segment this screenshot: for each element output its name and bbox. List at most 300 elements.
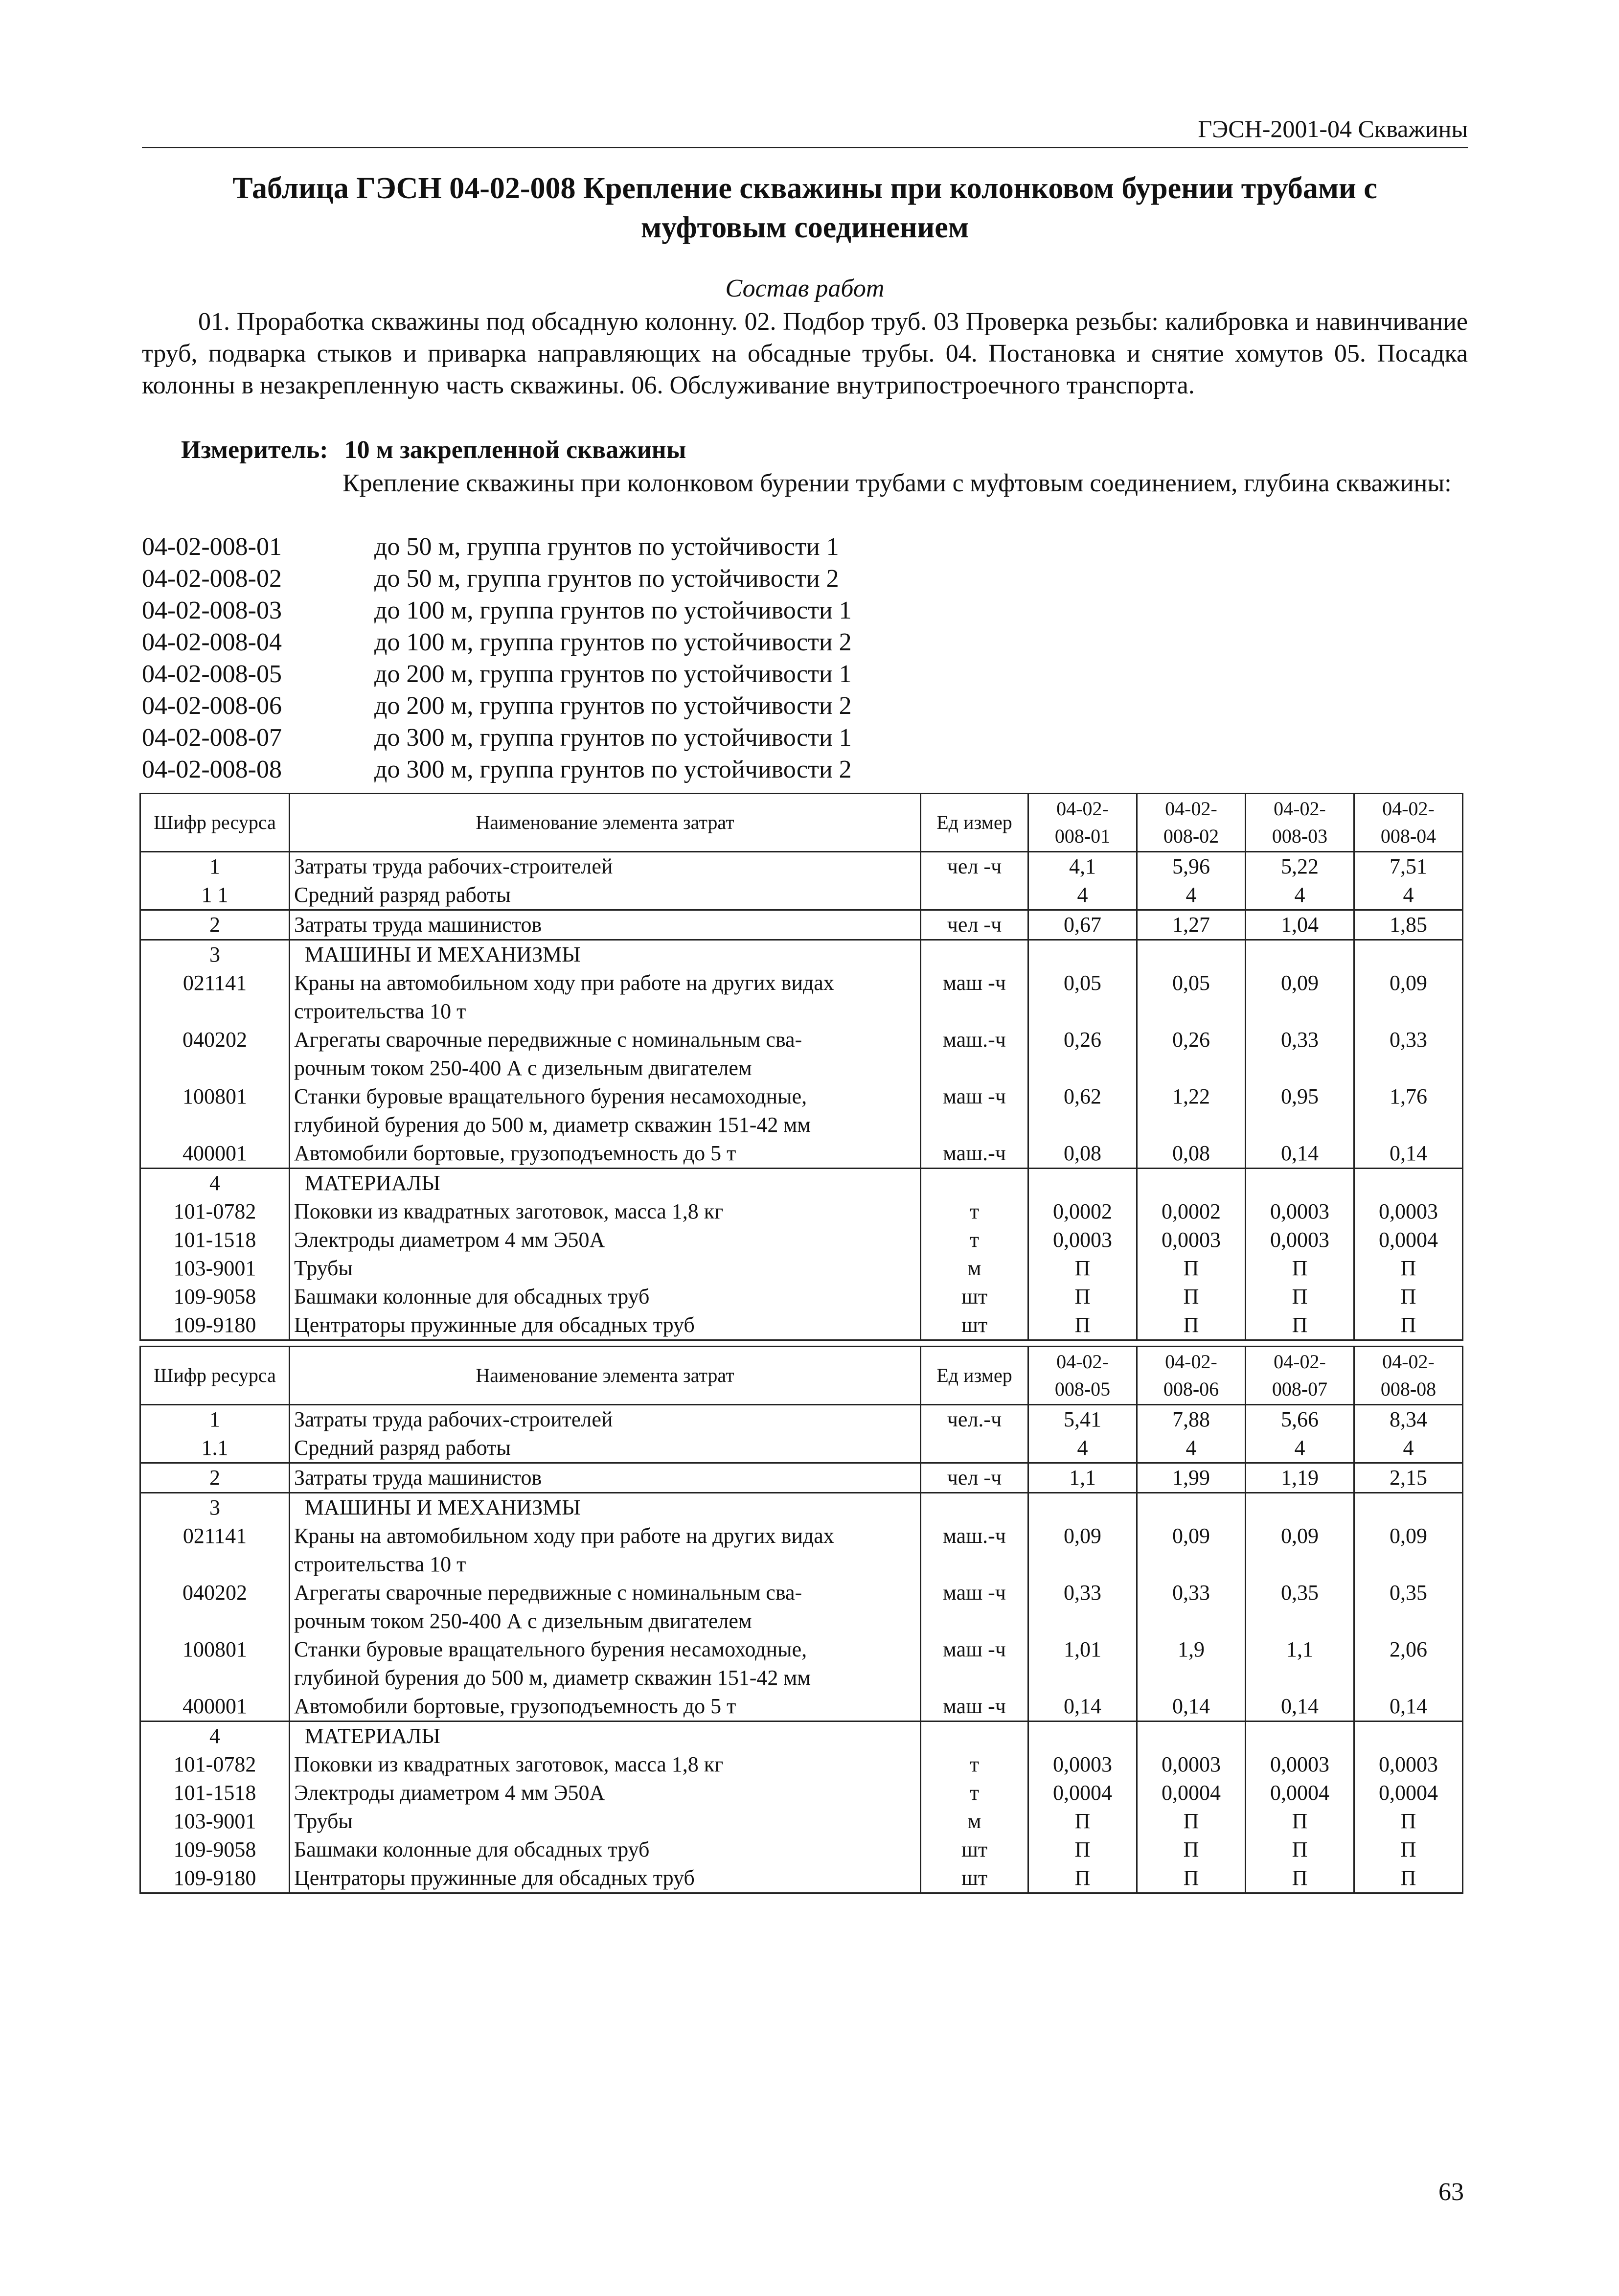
row-code: 400001 [140,1692,290,1722]
row-value: П [1246,1807,1354,1836]
row-value: 1,1 [1246,1635,1354,1692]
row-unit: т [921,1750,1028,1779]
table-row [140,1254,1463,1283]
code-row [142,658,1468,690]
header-text: ГЭСН-2001-04 Скважины [1198,115,1468,142]
row-name-line: Агрегаты сварочные передвижные с номинальным сва- [294,1028,802,1052]
resource-table-1 [139,793,1463,1341]
row-name-line: Башмаки колонные для обсадных труб [294,1837,650,1861]
row-value: 0,14 [1354,1139,1463,1169]
row-value: 0,0003 [1246,1750,1354,1779]
row-code: 040202 [140,1579,290,1635]
row-name-line: МАШИНЫ И МЕХАНИЗМЫ [305,942,581,966]
row-name-line: Станки буровые вращательного бурения несамоходные, [294,1084,807,1108]
row-name [290,852,921,881]
row-value: П [1354,1807,1463,1836]
row-name-line: Центраторы пружинные для обсадных труб [294,1866,695,1890]
row-value: 1,19 [1246,1463,1354,1493]
header-norm-code-line: 04-02- [1382,1351,1435,1373]
row-value: 4 [1246,1434,1354,1463]
table-row [140,1493,1463,1522]
header-norm-code [1028,1347,1137,1405]
title-line-1: Таблица ГЭСН 04-02-008 Крепление скважины при колонковом бурении трубами с [232,172,1377,205]
row-value: П [1137,1283,1246,1311]
row-name [290,1779,921,1807]
row-value: 1,9 [1137,1635,1246,1692]
row-value: П [1137,1836,1246,1864]
row-name [290,910,921,940]
row-name-line: Центраторы пружинные для обсадных труб [294,1313,695,1337]
row-unit [921,1169,1028,1198]
row-unit: шт [921,1836,1028,1864]
row-value: 0,08 [1137,1139,1246,1169]
row-value: П [1354,1864,1463,1893]
code-id: 04-02-008-01 [142,533,282,561]
row-value: 0,14 [1137,1692,1246,1722]
row-value: 0,09 [1246,1522,1354,1579]
header-norm-code-line: 008-03 [1272,825,1328,847]
row-value: П [1137,1311,1246,1340]
table-row [140,1226,1463,1254]
table-row [140,969,1463,1026]
row-unit [921,1722,1028,1751]
row-name [290,1522,921,1579]
table-row [140,1779,1463,1807]
row-unit: маш -ч [921,1635,1028,1692]
row-name-line: Трубы [294,1256,353,1280]
row-value: 0,0004 [1354,1226,1463,1254]
row-name [290,1254,921,1283]
code-row [142,626,1468,658]
row-value [1028,940,1137,969]
row-name-line: Затраты труда машинистов [294,1466,542,1490]
row-unit: маш -ч [921,1692,1028,1722]
row-value: 0,33 [1246,1026,1354,1082]
row-value: 0,14 [1246,1139,1354,1169]
row-unit [921,1493,1028,1522]
row-name [290,1635,921,1692]
row-value [1246,1169,1354,1198]
row-value: 0,0003 [1028,1750,1137,1779]
row-code: 100801 [140,1635,290,1692]
row-name [290,1311,921,1340]
table-row [140,852,1463,881]
row-value: 0,05 [1137,969,1246,1026]
row-value: 4 [1246,881,1354,910]
row-name [290,1463,921,1493]
code-description: до 50 м, группа грунтов по устойчивости 1 [374,533,839,561]
row-value: 2,15 [1354,1463,1463,1493]
row-code: 4 [140,1722,290,1751]
row-name-line: Станки буровые вращательного бурения несамоходные, [294,1637,807,1661]
row-name [290,940,921,969]
row-value [1028,1493,1137,1522]
code-row [142,754,1468,785]
row-value [1028,1169,1137,1198]
row-value: 5,41 [1028,1405,1137,1434]
header-name: Наименование элемента затрат [290,794,921,852]
row-value: 0,0003 [1246,1197,1354,1226]
header-norm-code [1137,794,1246,852]
row-name-line: Краны на автомобильном ходу при работе на других видах [294,1524,834,1548]
row-code: 101-0782 [140,1750,290,1779]
row-code: 1 [140,852,290,881]
table-row [140,1026,1463,1082]
row-unit: маш.-ч [921,1522,1028,1579]
table-row [140,1139,1463,1169]
header-norm-code-line: 04-02- [1165,798,1217,820]
row-name-line: глубиной бурения до 500 м, диаметр скважин 151-42 мм [294,1666,811,1690]
row-code: 109-9180 [140,1864,290,1893]
table-row [140,1750,1463,1779]
header-norm-code-line: 04-02- [1056,798,1109,820]
row-value: 5,66 [1246,1405,1354,1434]
row-unit: маш.-ч [921,1026,1028,1082]
row-value: 0,35 [1354,1579,1463,1635]
table-row [140,1692,1463,1722]
row-unit: т [921,1779,1028,1807]
row-value: 0,05 [1028,969,1137,1026]
row-name [290,1836,921,1864]
header-norm-code-line: 04-02- [1165,1351,1217,1373]
header-norm-code-line: 008-05 [1054,1378,1111,1400]
table-header-row [140,1347,1463,1405]
row-name [290,1864,921,1893]
row-value: П [1354,1311,1463,1340]
row-value: 4 [1354,881,1463,910]
row-value: П [1354,1283,1463,1311]
row-code: 101-1518 [140,1226,290,1254]
table-row [140,881,1463,910]
row-value: 0,0003 [1028,1226,1137,1254]
row-name [290,1750,921,1779]
row-value: 5,22 [1246,852,1354,881]
work-composition-text: 01. Проработка скважины под обсадную колонну. 02. Подбор труб. 03 Проверка резьбы: калибровка и навинчивание труб, подварка стыков и приварка направляющих на обсадные трубы. 04. Постановка и снятие хомутов 05. Посадка колонны в незакрепленную часть скважины. 06. Обслуживание внутрипостроечного транспорта. [142,308,1468,399]
header-name: Наименование элемента затрат [290,1347,921,1405]
row-value: 0,0003 [1354,1197,1463,1226]
header-norm-code [1246,794,1354,852]
row-value [1354,940,1463,969]
header-norm-code [1354,794,1463,852]
row-value: 0,62 [1028,1082,1137,1139]
row-name-line: глубиной бурения до 500 м, диаметр скважин 151-42 мм [294,1113,811,1137]
row-name-line: МАТЕРИАЛЫ [305,1724,441,1748]
row-value: 0,0002 [1028,1197,1137,1226]
table-row [140,940,1463,969]
row-value: 1,27 [1137,910,1246,940]
table-row [140,1405,1463,1434]
header-norm-code-line: 04-02- [1274,1351,1326,1373]
row-name-line: рочным током 250-400 А с дизельным двигателем [294,1056,752,1080]
row-code: 109-9058 [140,1283,290,1311]
table-header-row [140,794,1463,852]
row-value: 1,01 [1028,1635,1137,1692]
table-row [140,1722,1463,1751]
header-norm-code-line: 04-02- [1382,798,1435,820]
row-name [290,1692,921,1722]
code-id: 04-02-008-07 [142,724,282,752]
table-title [142,169,1468,247]
row-code: 040202 [140,1026,290,1082]
row-value: 4,1 [1028,852,1137,881]
row-value: 0,33 [1028,1579,1137,1635]
header-unit: Ед измер [921,794,1028,852]
row-value: 0,09 [1354,969,1463,1026]
row-value [1137,1493,1246,1522]
header-norm-code [1028,794,1137,852]
row-value: П [1246,1283,1354,1311]
row-value: 0,33 [1137,1579,1246,1635]
table-row [140,1579,1463,1635]
row-code: 3 [140,1493,290,1522]
row-value: 0,09 [1246,969,1354,1026]
row-value: П [1354,1254,1463,1283]
row-value [1354,1493,1463,1522]
row-value [1137,1722,1246,1751]
row-unit: т [921,1197,1028,1226]
row-value: 4 [1137,881,1246,910]
row-value: 0,0003 [1354,1750,1463,1779]
row-name-line: строительства 10 т [294,1552,466,1576]
row-value: 0,0003 [1137,1750,1246,1779]
row-name-line: Затраты труда рабочих-строителей [294,1407,613,1431]
row-value: П [1028,1807,1137,1836]
row-value: 0,09 [1354,1522,1463,1579]
row-name [290,1169,921,1198]
row-name [290,1197,921,1226]
row-value: 1,99 [1137,1463,1246,1493]
row-value: 1,04 [1246,910,1354,940]
row-value [1246,1493,1354,1522]
row-value: 2,06 [1354,1635,1463,1692]
row-value [1246,940,1354,969]
row-value: 0,14 [1028,1692,1137,1722]
page-number: 63 [1438,2178,1464,2206]
row-unit: маш.-ч [921,1139,1028,1169]
row-name [290,969,921,1026]
code-description: до 100 м, группа грунтов по устойчивости 1 [374,597,852,624]
row-unit: чел -ч [921,910,1028,940]
row-name [290,1082,921,1139]
row-value: 7,51 [1354,852,1463,881]
row-value: П [1246,1311,1354,1340]
code-id: 04-02-008-06 [142,692,282,720]
row-name-line: Средний разряд работы [294,1436,511,1460]
row-name-line: МАТЕРИАЛЫ [305,1171,441,1195]
measure-line [181,436,696,464]
row-unit [921,1434,1028,1463]
row-name [290,1493,921,1522]
work-composition-heading: Состав работ [725,275,885,302]
row-name [290,1026,921,1082]
row-value [1246,1722,1354,1751]
measure-value: 10 м закрепленной скважины [344,436,686,464]
row-name-line: Автомобили бортовые, грузоподъемность до 5 т [294,1694,736,1718]
table-row [140,910,1463,940]
row-value: 0,09 [1137,1522,1246,1579]
header-norm-code-line: 04-02- [1056,1351,1109,1373]
row-value: 0,0004 [1137,1779,1246,1807]
row-unit: шт [921,1311,1028,1340]
row-code: 109-9180 [140,1311,290,1340]
table-row [140,1434,1463,1463]
row-name-line: Затраты труда машинистов [294,913,542,937]
code-id: 04-02-008-05 [142,660,282,688]
row-value: 1,1 [1028,1463,1137,1493]
table-row [140,1522,1463,1579]
code-description: до 200 м, группа грунтов по устойчивости 2 [374,692,852,720]
row-code: 3 [140,940,290,969]
header-norm-code-line: 008-01 [1054,825,1111,847]
row-code: 1 1 [140,881,290,910]
row-unit: маш -ч [921,1579,1028,1635]
code-description: до 200 м, группа грунтов по устойчивости 1 [374,660,852,688]
table-row [140,1463,1463,1493]
row-name-line: Башмаки колонные для обсадных труб [294,1285,650,1309]
header-unit: Ед измер [921,1347,1028,1405]
table-row [140,1283,1463,1311]
row-value: 0,0002 [1137,1197,1246,1226]
row-value: 0,35 [1246,1579,1354,1635]
row-value: П [1028,1836,1137,1864]
row-value: 0,0003 [1246,1226,1354,1254]
code-description: до 100 м, группа грунтов по устойчивости 2 [374,628,852,656]
code-id: 04-02-008-08 [142,756,282,783]
row-code: 021141 [140,1522,290,1579]
row-code: 101-1518 [140,1779,290,1807]
row-unit: шт [921,1283,1028,1311]
row-value [1354,1722,1463,1751]
row-name [290,1283,921,1311]
code-row [142,563,1468,595]
row-name-line: рочным током 250-400 А с дизельным двигателем [294,1609,752,1633]
header-norm-code-line: 008-07 [1272,1378,1328,1400]
code-row [142,531,1468,563]
header-norm-code [1354,1347,1463,1405]
row-value: 0,08 [1028,1139,1137,1169]
row-name [290,1722,921,1751]
row-unit: шт [921,1864,1028,1893]
row-value: П [1137,1864,1246,1893]
row-value: 0,09 [1028,1522,1137,1579]
header-norm-code-line: 008-08 [1380,1378,1437,1400]
row-name-line: Трубы [294,1809,353,1833]
row-name [290,1579,921,1635]
row-value: 5,96 [1137,852,1246,881]
row-name-line: строительства 10 т [294,999,466,1023]
row-value: 0,0004 [1354,1779,1463,1807]
row-name-line: Затраты труда рабочих-строителей [294,854,613,878]
row-value [1137,940,1246,969]
header-norm-code-line: 008-06 [1163,1378,1219,1400]
row-name-line: Агрегаты сварочные передвижные с номинальным сва- [294,1581,802,1605]
row-value: П [1246,1864,1354,1893]
header-code: Шифр ресурса [140,1347,290,1405]
row-value: 7,88 [1137,1405,1246,1434]
code-id: 04-02-008-04 [142,628,282,656]
row-name [290,1405,921,1434]
code-description: до 300 м, группа грунтов по устойчивости 1 [374,724,852,752]
row-value: 8,34 [1354,1405,1463,1434]
row-name-line: Поковки из квадратных заготовок, масса 1,8 кг [294,1199,724,1223]
code-row [142,690,1468,722]
row-value: 0,33 [1354,1026,1463,1082]
code-description: до 300 м, группа грунтов по устойчивости 2 [374,756,852,783]
row-value: 1,22 [1137,1082,1246,1139]
row-name [290,1226,921,1254]
row-unit: чел.-ч [921,1405,1028,1434]
row-code: 103-9001 [140,1807,290,1836]
row-name-line: Автомобили бортовые, грузоподъемность до 5 т [294,1141,736,1165]
row-name-line: Поковки из квадратных заготовок, масса 1,8 кг [294,1752,724,1776]
row-value: П [1137,1254,1246,1283]
page-header [142,113,1468,148]
row-code: 1 [140,1405,290,1434]
row-value: П [1137,1807,1246,1836]
row-name-line: Электроды диаметром 4 мм Э50А [294,1781,605,1805]
row-code: 101-0782 [140,1197,290,1226]
row-value [1354,1169,1463,1198]
row-value: П [1028,1283,1137,1311]
row-value: 0,14 [1246,1692,1354,1722]
row-value: 0,26 [1137,1026,1246,1082]
header-norm-code-line: 04-02- [1274,798,1326,820]
row-code: 400001 [140,1139,290,1169]
codes-intro: Крепление скважины при колонковом бурении трубами с муфтовым соединением, глубина скважины: [342,469,1452,497]
row-value: П [1028,1254,1137,1283]
row-value: П [1028,1864,1137,1893]
row-name [290,881,921,910]
header-code: Шифр ресурса [140,794,290,852]
header-norm-code [1137,1347,1246,1405]
table-row [140,1311,1463,1340]
row-name-line: Средний разряд работы [294,883,511,907]
row-name [290,1434,921,1463]
row-value: 4 [1028,881,1137,910]
row-name-line: Краны на автомобильном ходу при работе на других видах [294,971,834,995]
table-row [140,1635,1463,1692]
row-value: 4 [1137,1434,1246,1463]
header-norm-code-line: 008-02 [1163,825,1219,847]
row-value [1028,1722,1137,1751]
row-unit: т [921,1226,1028,1254]
row-value: 0,67 [1028,910,1137,940]
row-name [290,1139,921,1169]
row-value: 4 [1028,1434,1137,1463]
header-norm-code-line: 008-04 [1380,825,1437,847]
table-row [140,1082,1463,1139]
row-code: 021141 [140,969,290,1026]
row-unit: чел -ч [921,1463,1028,1493]
row-unit: маш -ч [921,1082,1028,1139]
table-row [140,1836,1463,1864]
row-value: 4 [1354,1434,1463,1463]
row-code: 109-9058 [140,1836,290,1864]
row-unit: м [921,1254,1028,1283]
row-code: 2 [140,910,290,940]
header-norm-code [1246,1347,1354,1405]
row-value: 0,0003 [1137,1226,1246,1254]
row-value: П [1028,1311,1137,1340]
row-value: П [1246,1836,1354,1864]
row-code: 103-9001 [140,1254,290,1283]
code-row [142,722,1468,754]
row-value [1137,1169,1246,1198]
row-name [290,1807,921,1836]
row-value: 0,95 [1246,1082,1354,1139]
row-value: 0,26 [1028,1026,1137,1082]
row-unit [921,881,1028,910]
